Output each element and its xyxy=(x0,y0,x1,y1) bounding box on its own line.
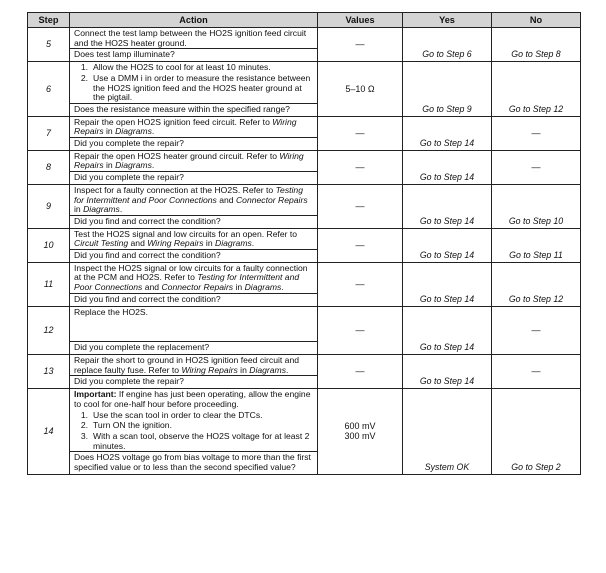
no-cell: Go to Step 10 xyxy=(492,184,581,228)
value-cell: — xyxy=(318,306,403,354)
value-cell: — xyxy=(318,150,403,184)
no-cell: — xyxy=(492,116,581,150)
yes-cell: System OK xyxy=(403,389,492,475)
question-text: Did you find and correct the condition? xyxy=(70,293,317,306)
action-cell xyxy=(70,184,318,228)
question-text: Did you complete the replacement? xyxy=(70,341,317,354)
action-text: Test the HO2S signal and low circuits for an open. Refer to Circuit Testing and Wiring Repairs in Diagrams. xyxy=(74,228,298,249)
step-number: 8 xyxy=(28,150,70,184)
step-number: 6 xyxy=(28,62,70,117)
no-cell: Go to Step 11 xyxy=(492,228,581,262)
no-cell: — xyxy=(492,306,581,354)
yes-cell: Go to Step 14 xyxy=(403,150,492,184)
value-first: 600 mV xyxy=(344,421,376,432)
yes-cell: Go to Step 14 xyxy=(403,262,492,306)
diagnostic-table xyxy=(27,12,581,475)
yes-cell: Go to Step 9 xyxy=(403,62,492,117)
header-step: Step xyxy=(28,13,70,28)
question-text: Did you complete the repair? xyxy=(70,171,317,184)
no-cell: Go to Step 12 xyxy=(492,62,581,117)
no-cell: — xyxy=(492,150,581,184)
action-cell xyxy=(70,262,318,306)
header-action: Action xyxy=(70,13,318,28)
step-number: 11 xyxy=(28,262,70,306)
no-cell: — xyxy=(492,354,581,388)
value-cell: — xyxy=(318,116,403,150)
header-no: No xyxy=(492,13,581,28)
question-text: Did you complete the repair? xyxy=(70,375,317,388)
question-text: Did you find and correct the condition? xyxy=(70,215,317,228)
question-text: Does test lamp illuminate? xyxy=(70,48,317,61)
step-number: 10 xyxy=(28,228,70,262)
step-number: 7 xyxy=(28,116,70,150)
important-note: Important: If engine has just been operating, allow the engine to cool for one-half hour before proceeding. xyxy=(74,389,311,409)
table-row xyxy=(28,150,581,184)
value-cell: — xyxy=(318,228,403,262)
step-number: 5 xyxy=(28,28,70,62)
table-row xyxy=(28,389,581,475)
header-row xyxy=(28,13,581,28)
action-cell xyxy=(70,306,318,354)
numbered-item: 1. Allow the HO2S to cool for at least 10 minutes. xyxy=(80,62,271,73)
value-cell: — xyxy=(318,28,403,62)
numbered-item: 2. Use a DMM i in order to measure the resistance between the HO2S ignition feed and the HO2S heater ground at the pigtail. xyxy=(80,72,311,103)
yes-cell: Go to Step 14 xyxy=(403,354,492,388)
question-text: Did you complete the repair? xyxy=(70,137,317,150)
step-number: 14 xyxy=(28,389,70,475)
action-text: Inspect for a faulty connection at the HO2S. Refer to Testing for Intermittent and Poor Connections and Connector Repairs in Diagrams. xyxy=(74,184,308,215)
table-row xyxy=(28,184,581,228)
action-text: Connect the test lamp between the HO2S ignition feed circuit and the HO2S heater ground. xyxy=(74,28,307,48)
value-cell: — xyxy=(318,184,403,228)
action-cell xyxy=(70,354,318,388)
table-row xyxy=(28,354,581,388)
question-text: Does the resistance measure within the specified range? xyxy=(70,103,317,116)
step-number: 12 xyxy=(28,306,70,354)
yes-cell: Go to Step 14 xyxy=(403,228,492,262)
value-second: 300 mV xyxy=(344,431,376,442)
header-values: Values xyxy=(318,13,403,28)
table-row xyxy=(28,28,581,62)
no-cell: Go to Step 12 xyxy=(492,262,581,306)
table-row xyxy=(28,228,581,262)
action-text: Inspect the HO2S signal or low circuits for a faulty connection at the PCM and HO2S. Refer to Testing for Intermittent and Poor Connections and Connector Repairs in Diagrams. xyxy=(74,262,308,293)
action-cell xyxy=(70,150,318,184)
action-text: Repair the open HO2S ignition feed circuit. Refer to Wiring Repairs in Diagrams. xyxy=(74,116,297,137)
table-row xyxy=(28,116,581,150)
question-text: Does HO2S voltage go from bias voltage to more than the first specified value or to less than the second specified value? xyxy=(70,451,317,473)
step-number: 9 xyxy=(28,184,70,228)
numbered-item: 1. Use the scan tool in order to clear the DTCs. xyxy=(80,409,263,420)
header-yes: Yes xyxy=(403,13,492,28)
value-cell: — xyxy=(318,262,403,306)
yes-cell: Go to Step 14 xyxy=(403,116,492,150)
value-cell xyxy=(318,389,403,475)
table-row xyxy=(28,306,581,354)
action-text: Repair the open HO2S heater ground circuit. Refer to Wiring Repairs in Diagrams. xyxy=(74,150,304,171)
action-text: Replace the HO2S. xyxy=(74,306,149,317)
value-cell: 5–10 Ω xyxy=(318,62,403,117)
yes-cell: Go to Step 14 xyxy=(403,184,492,228)
no-cell: Go to Step 2 xyxy=(492,389,581,475)
numbered-item: 2. Turn ON the ignition. xyxy=(80,420,172,431)
question-text: Did you find and correct the condition? xyxy=(70,249,317,262)
yes-cell: Go to Step 14 xyxy=(403,306,492,354)
yes-cell: Go to Step 6 xyxy=(403,28,492,62)
no-cell: Go to Step 8 xyxy=(492,28,581,62)
diagnostic-table-sheet xyxy=(27,12,580,475)
table-row xyxy=(28,62,581,117)
action-cell xyxy=(70,116,318,150)
value-cell: — xyxy=(318,354,403,388)
action-cell xyxy=(70,28,318,62)
action-text: Repair the short to ground in HO2S ignition feed circuit and replace faulty fuse. Refer to Wiring Repairs in Diagrams. xyxy=(74,354,299,375)
action-cell xyxy=(70,228,318,262)
action-cell xyxy=(70,389,318,475)
numbered-item: 3. With a scan tool, observe the HO2S voltage for at least 2 minutes. xyxy=(80,430,310,451)
table-row xyxy=(28,262,581,306)
action-cell xyxy=(70,62,318,117)
step-number: 13 xyxy=(28,354,70,388)
